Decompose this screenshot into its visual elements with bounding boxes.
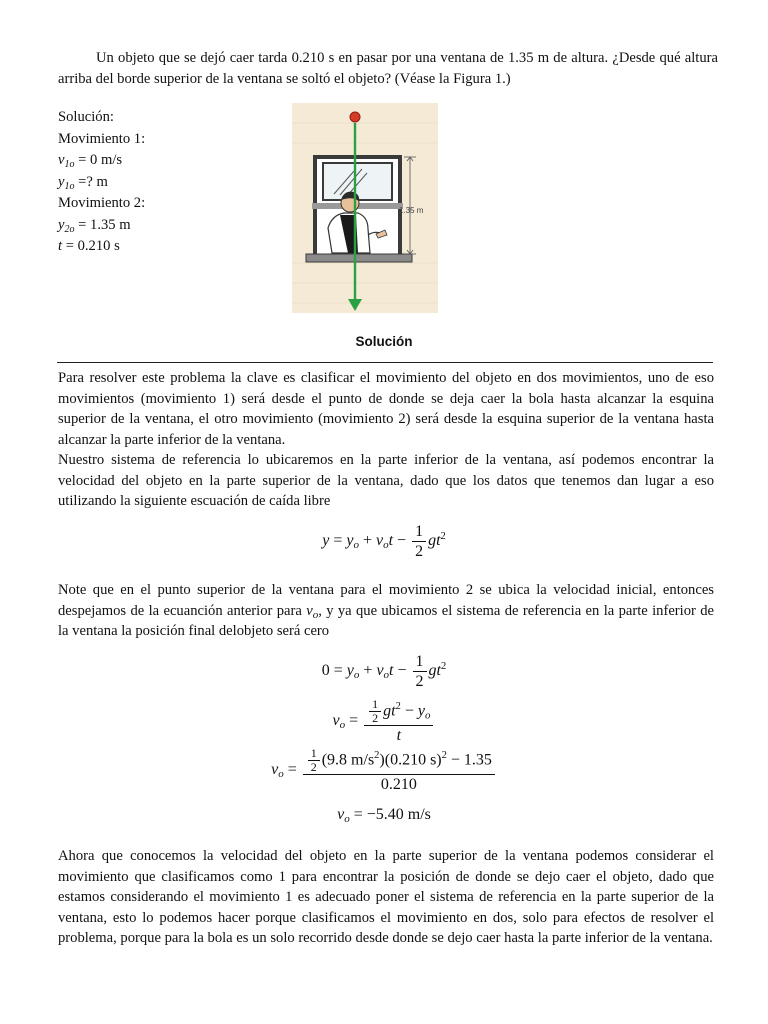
paragraph-2: Nuestro sistema de referencia lo ubicaremos en la parte inferior de la ventana, así podemos encontrar la velocidad del objeto en la parte superior de la ventana, dado que los datos que tenemos dan lugar a eso utilizando la siguiente escuación de caída libre [58,452,714,509]
horizontal-rule [57,362,713,363]
paragraph-3: Note que en el punto superior de la ventana para el movimiento 2 se ubica la velocidad inicial, entonces despejamos de la ecuanción anterior para $v_o$, y ya que ubicamos el sistema de referencia en la parte inferior de la ventana la posición final delobjeto será cero [58,582,715,639]
ball-icon [350,112,360,122]
equation-solve-vo: $v_o$ = $\frac{1}{2}$ $gt^2 - y_o$ t [0,697,768,745]
problem-statement: Un objeto que se dejó caer tarda 0.210 s en pasar por una ventana de 1.35 m de altura. ¿Desde qué altura arriba del borde superior de la ventana se soltó el objeto? (Véase la Figura 1.) [58,50,718,87]
givens-block [58,107,268,258]
height-label: 1.35 m [399,206,424,215]
equation-substitution: $v_o$ = $\frac{1}{2}$ (9.8 $m/s^2)(0.210$ s)$^2$ − 1.35 0.210 [0,746,768,794]
window-figure [292,103,438,313]
window-sill-bottom [306,254,412,262]
paragraph-4: Ahora que conocemos la velocidad del objeto en la parte superior de la ventana podemos considerar el movimiento que clasificamos como 1 para encontrar la posición de donde se dejo caer el objeto, dado que estamos considerando el movimiento 1 es adecuado poner el sistema de referencia en la parte superior de la ventana, esto lo podemos hacer porque clasificamos el movimiento en dos, solo para efectos de resolver el problema, porque para la bola es un solo recorrido desde donde se dejo caer hasta la parte inferior de la ventana. [58,848,714,946]
paragraph-1: Para resolver este problema la clave es clasificar el movimiento del objeto en dos movimientos, uno de eso movimientos (movimiento 1) será desde el punto de donde se deja caer la bola hasta alcanzar la esquina superior de la ventana, el otro movimiento (movimiento 2) será desde la esquina superior de la ventana hasta alcanzar la parte inferior de la ventana. [58,370,714,448]
window-glass [323,163,392,200]
movement-1-title: Movimiento 1: [58,130,146,147]
given-v1o: $v_{1o} = 0$ m/s [58,152,123,170]
equation-result: $v_o = -5.40$ m/s [337,806,431,825]
equation-free-fall: $y = y_o + v_ot$ − $\frac{1}{2}$ $gt^2$ [322,523,446,560]
given-y2o: $y_{2o} = 1.35$ m [58,216,131,235]
given-t: t = 0.210 s [58,238,120,254]
equation-zero-position: $0 = y_o + v_ot$ − $\frac{1}{2}$ $gt^2$ [321,653,447,690]
solution-heading: Solución [355,334,413,349]
givens-title: Solución: [58,109,114,125]
given-y1o: $y_{1o}$ =? m [58,173,108,192]
movement-2-title: Movimiento 2: [58,195,146,211]
